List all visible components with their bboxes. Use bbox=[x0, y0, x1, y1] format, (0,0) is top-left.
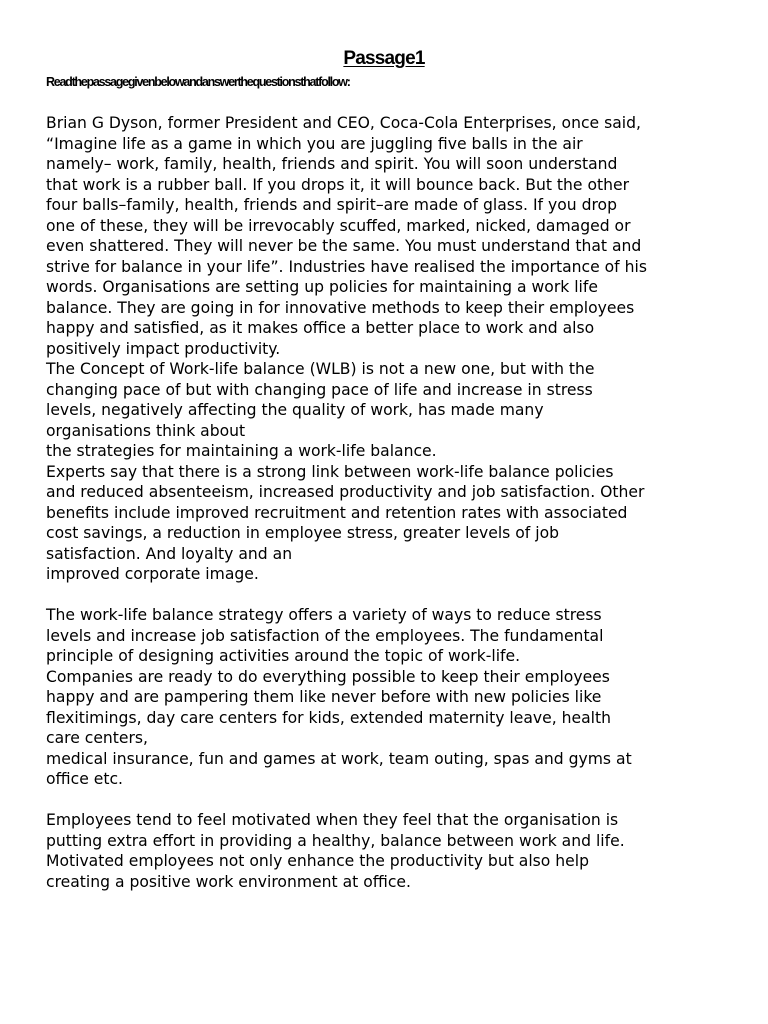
passage-line: namely– work, family, health, friends and spirit. You will soon understand bbox=[46, 155, 618, 173]
passage-line: “Imagine life as a game in which you are juggling five balls in the air bbox=[46, 134, 583, 153]
passage-line: satisfaction. And loyalty and an bbox=[46, 544, 293, 563]
passage-line: positively impact productivity. bbox=[46, 339, 281, 358]
passage-line: the strategies for maintaining a work-life balance. bbox=[46, 442, 437, 460]
passage-line: flexitimings, day care centers for kids, extended maternity leave, health bbox=[46, 708, 611, 727]
passage-line: improved corporate image. bbox=[46, 565, 259, 583]
passage-body bbox=[46, 113, 746, 892]
passage-line: care centers, bbox=[46, 729, 148, 747]
passage-line: even shattered. They will never be the same. You must understand that and bbox=[46, 237, 642, 255]
passage-line: The work-life balance strategy offers a variety of ways to reduce stress bbox=[46, 606, 602, 624]
passage-line: creating a positive work environment at office. bbox=[46, 872, 411, 891]
passage-line: Brian G Dyson, former President and CEO, Coca-Cola Enterprises, once said, bbox=[46, 114, 641, 132]
passage-line: levels and increase job satisfaction of the employees. The fundamental bbox=[46, 626, 604, 645]
passage-line: organisations think about bbox=[46, 421, 246, 440]
passage-line: words. Organisations are setting up policies for maintaining a work life bbox=[46, 278, 598, 296]
blank-line bbox=[46, 585, 746, 606]
passage-line: benefits include improved recruitment and retention rates with associated bbox=[46, 503, 628, 522]
passage-line: changing pace of but with changing pace of life and increase in stress bbox=[46, 380, 593, 399]
passage-line: putting extra effort in providing a healthy, balance between work and life. bbox=[46, 831, 625, 850]
passage-line: happy and are pampering them like never before with new policies like bbox=[46, 688, 602, 706]
passage-line: office etc. bbox=[46, 770, 123, 788]
passage-line: that work is a rubber ball. If you drops it, it will bounce back. But the other bbox=[46, 175, 629, 194]
passage-title: Passage1 bbox=[343, 48, 425, 69]
passage-line: and reduced absenteeism, increased productivity and job satisfaction. Other bbox=[46, 483, 645, 501]
passage-line: happy and satisfied, as it makes office a better place to work and also bbox=[46, 319, 595, 337]
passage-line: Employees tend to feel motivated when they feel that the organisation is bbox=[46, 811, 619, 829]
passage-line: cost savings, a reduction in employee stress, greater levels of job bbox=[46, 524, 560, 542]
passage-line: principle of designing activities around the topic of work-life. bbox=[46, 647, 521, 665]
instruction-text: Readthepassagegivenbelowandanswerthequestionsthatfollow: bbox=[46, 75, 350, 89]
passage-line: strive for balance in your life”. Industries have realised the importance of his bbox=[46, 257, 647, 276]
passage-line: levels, negatively affecting the quality of work, has made many bbox=[46, 401, 544, 419]
passage-line: Experts say that there is a strong link between work-life balance policies bbox=[46, 462, 614, 481]
passage-line: Motivated employees not only enhance the productivity but also help bbox=[46, 852, 589, 870]
passage-line: medical insurance, fun and games at work, team outing, spas and gyms at bbox=[46, 749, 632, 768]
passage-line: The Concept of Work-life balance (WLB) is not a new one, but with the bbox=[46, 360, 595, 378]
blank-line bbox=[46, 790, 746, 811]
passage-line: four balls–family, health, friends and spirit–are made of glass. If you drop bbox=[46, 196, 617, 214]
passage-line: one of these, they will be irrevocably scuffed, marked, nicked, damaged or bbox=[46, 216, 631, 235]
passage-line: balance. They are going in for innovative methods to keep their employees bbox=[46, 298, 635, 317]
passage-line: Companies are ready to do everything possible to keep their employees bbox=[46, 667, 610, 686]
